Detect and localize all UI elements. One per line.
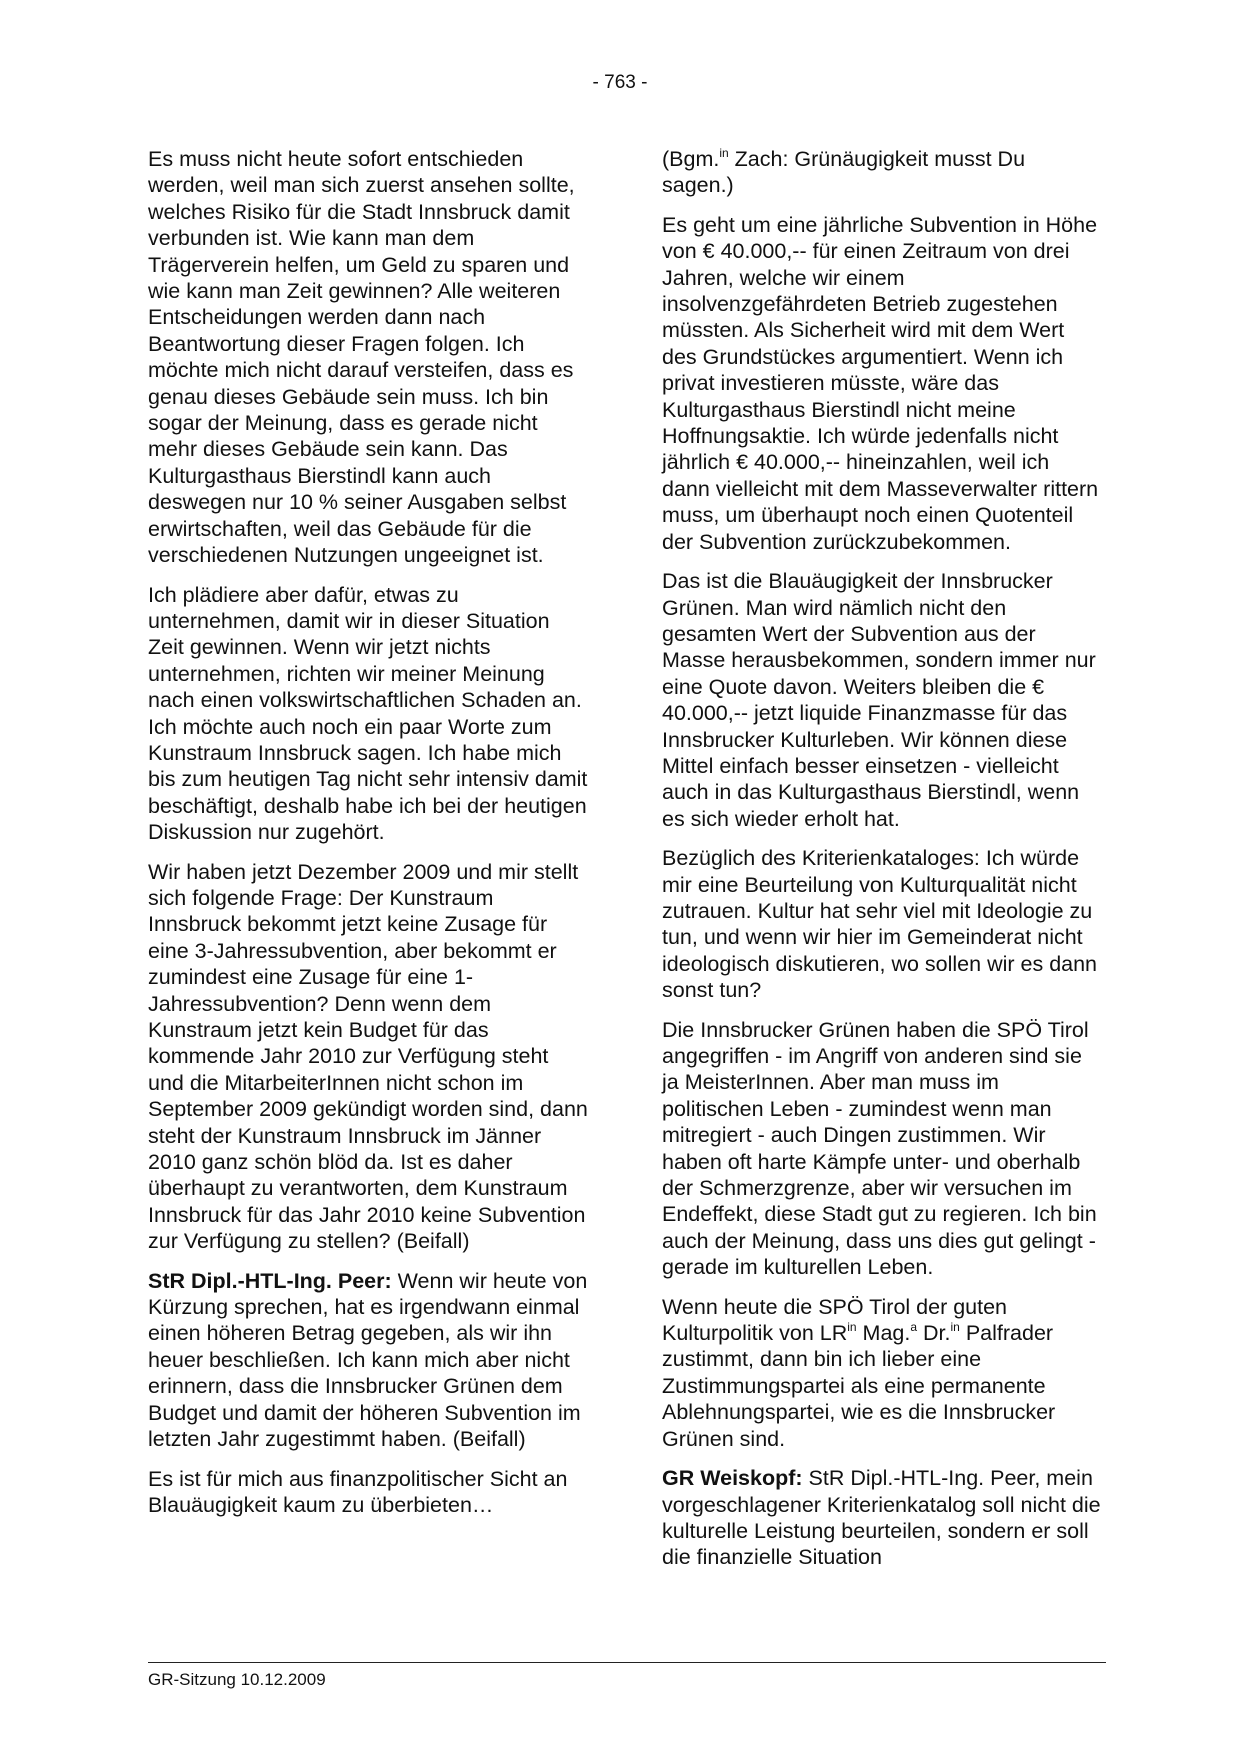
right-column [662, 146, 1102, 1584]
superscript: in [719, 146, 729, 160]
text-run: Wenn heute die SPÖ Tirol der guten Kulturpolitik von LR [662, 1294, 1008, 1346]
paragraph [662, 1465, 1102, 1571]
footer-session-date: GR-Sitzung 10.12.2009 [148, 1670, 326, 1689]
superscript: in [950, 1320, 960, 1335]
speaker-name: GR Weiskopf: [662, 1466, 803, 1491]
paragraph: Es geht um eine jährliche Subvention in Höhe von € 40.000,-- für einen Zeitraum von drei Jahren, welche wir einem insolvenzgefährdeten Betrieb zugestehen müssten. Als Sicherheit wird mit dem Wert des Grundstückes argumentiert. Wenn ich privat investieren müsste, wäre das Kulturgasthaus Bierstindl nicht meine Hoffnungsaktie. Ich würde jedenfalls nicht jährlich € 40.000,-- hineinzahlen, weil ich dann vielleicht mit dem Masseverwalter rittern muss, um überhaupt noch einen Quotenteil der Subvention zurückzubekommen. [662, 212, 1099, 554]
text-run: Zach: Grünäugigkeit musst Du sagen.) [662, 147, 1026, 198]
speech-text: StR Dipl.-HTL-Ing. Peer, mein vorgeschlagener Kriterienkatalog soll nicht die kulturelle Leistung beurteilen, sondern er soll die finanzielle Situation [662, 1466, 1101, 1570]
paragraph: Bezüglich des Kriterienkataloges: Ich würde mir eine Beurteilung von Kulturqualität nicht zutrauen. Kultur hat sehr viel mit Ideologie zu tun, und wenn wir hier im Gemeinderat nicht ideologisch diskutieren, wo sollen wir es dann sonst tun? [662, 846, 1098, 1003]
footer-divider [148, 1662, 1106, 1663]
speech-text: Wenn wir heute von Kürzung sprechen, hat es irgendwann einmal einen höheren Betrag gegeben, als wir ihn heuer beschließen. Ich kann mich aber nicht erinnern, dass die Innsbrucker Grünen dem Budget und damit der höheren Subvention im letzten Jahr zugestimmt haben. (Beifall) [148, 1268, 588, 1452]
text-run: Palfrader zustimmt, dann bin ich lieber eine Zustimmungspartei als eine permanente Ablehnungspartei, wie es die Innsbrucker Grünen sind. [662, 1321, 1056, 1451]
paragraph: Es muss nicht heute sofort entschieden werden, weil man sich zuerst ansehen sollte, welches Risiko für die Stadt Innsbruck damit verbunden ist. Wie kann man dem Trägerverein helfen, um Geld zu sparen und wie kann man Zeit gewinnen? Alle weiteren Entscheidungen werden dann nach Beantwortung dieser Fragen folgen. Ich möchte mich nicht darauf versteifen, dass es genau dieses Gebäude sein muss. Ich bin sogar der Meinung, dass es gerade nicht mehr dieses Gebäude sein kann. Das Kulturgasthaus Bierstindl kann auch deswegen nur 10 % seiner Ausgaben selbst erwirtschaften, weil das Gebäude für die verschiedenen Nutzungen ungeeignet ist. [148, 147, 575, 568]
text-run: (Bgm. [662, 147, 720, 171]
speaker-name: StR Dipl.-HTL-Ing. Peer: [148, 1268, 392, 1293]
paragraph: Die Innsbrucker Grünen haben die SPÖ Tirol angegriffen - im Angriff von anderen sind sie ja MeisterInnen. Aber man muss im politischen Leben - zumindest wenn man mitregiert - auch Dingen zustimmen. Wir haben oft harte Kämpfe unter- und oberhalb der Schmerzgrenze, aber wir versuchen im Endeffekt, diese Stadt gut zu regieren. Ich bin auch der Meinung, dass uns dies gut gelingt - gerade im kulturellen Leben. [662, 1017, 1097, 1280]
page-number: - 763 - [592, 72, 648, 93]
paragraph [148, 1268, 588, 1453]
text-run: Mag. [856, 1321, 911, 1346]
left-column [148, 146, 588, 1531]
paragraph [662, 1294, 1102, 1452]
paragraph: Wir haben jetzt Dezember 2009 und mir stellt sich folgende Frage: Der Kunstraum Innsbruck bekommt jetzt keine Zusage für eine 3-Jahressubvention, aber bekommt er zumindest eine Zusage für eine 1-Jahressubvention? Denn wenn dem Kunstraum jetzt kein Budget für das kommende Jahr 2010 zur Verfügung steht und die MitarbeiterInnen nicht schon im September 2009 gekündigt worden sind, dann steht der Kunstraum Innsbruck im Jänner 2010 ganz schön blöd da. Ist es daher überhaupt zu verantworten, dem Kunstraum Innsbruck für das Jahr 2010 keine Subvention zur Verfügung zu stellen? (Beifall) [148, 859, 588, 1254]
paragraph: Ich plädiere aber dafür, etwas zu unternehmen, damit wir in dieser Situation Zeit gewinnen. Wenn wir jetzt nichts unternehmen, richten wir meiner Meinung nach einen volkswirtschaftlichen Schaden an. Ich möchte auch noch ein paar Worte zum Kunstraum Innsbruck sagen. Ich habe mich bis zum heutigen Tag nicht sehr intensiv damit beschäftigt, deshalb habe ich bei der heutigen Diskussion nur zugehört. [148, 582, 588, 845]
text-run: Dr. [917, 1321, 951, 1346]
paragraph [662, 146, 1102, 199]
paragraph: Es ist für mich aus finanzpolitischer Sicht an Blauäugigkeit kaum zu überbieten… [148, 1466, 568, 1517]
superscript: in [847, 1320, 857, 1335]
paragraph: Das ist die Blauäugigkeit der Innsbrucker Grünen. Man wird nämlich nicht den gesamten Wert der Subvention aus der Masse herausbekommen, sondern immer nur eine Quote davon. Weiters bleiben die € 40.000,-- jetzt liquide Finanzmasse für das Innsbrucker Kulturleben. Wir können diese Mittel einfach besser einsetzen - vielleicht auch in das Kulturgasthaus Bierstindl, wenn es sich wieder erholt hat. [662, 569, 1096, 831]
superscript: a [910, 1320, 918, 1335]
